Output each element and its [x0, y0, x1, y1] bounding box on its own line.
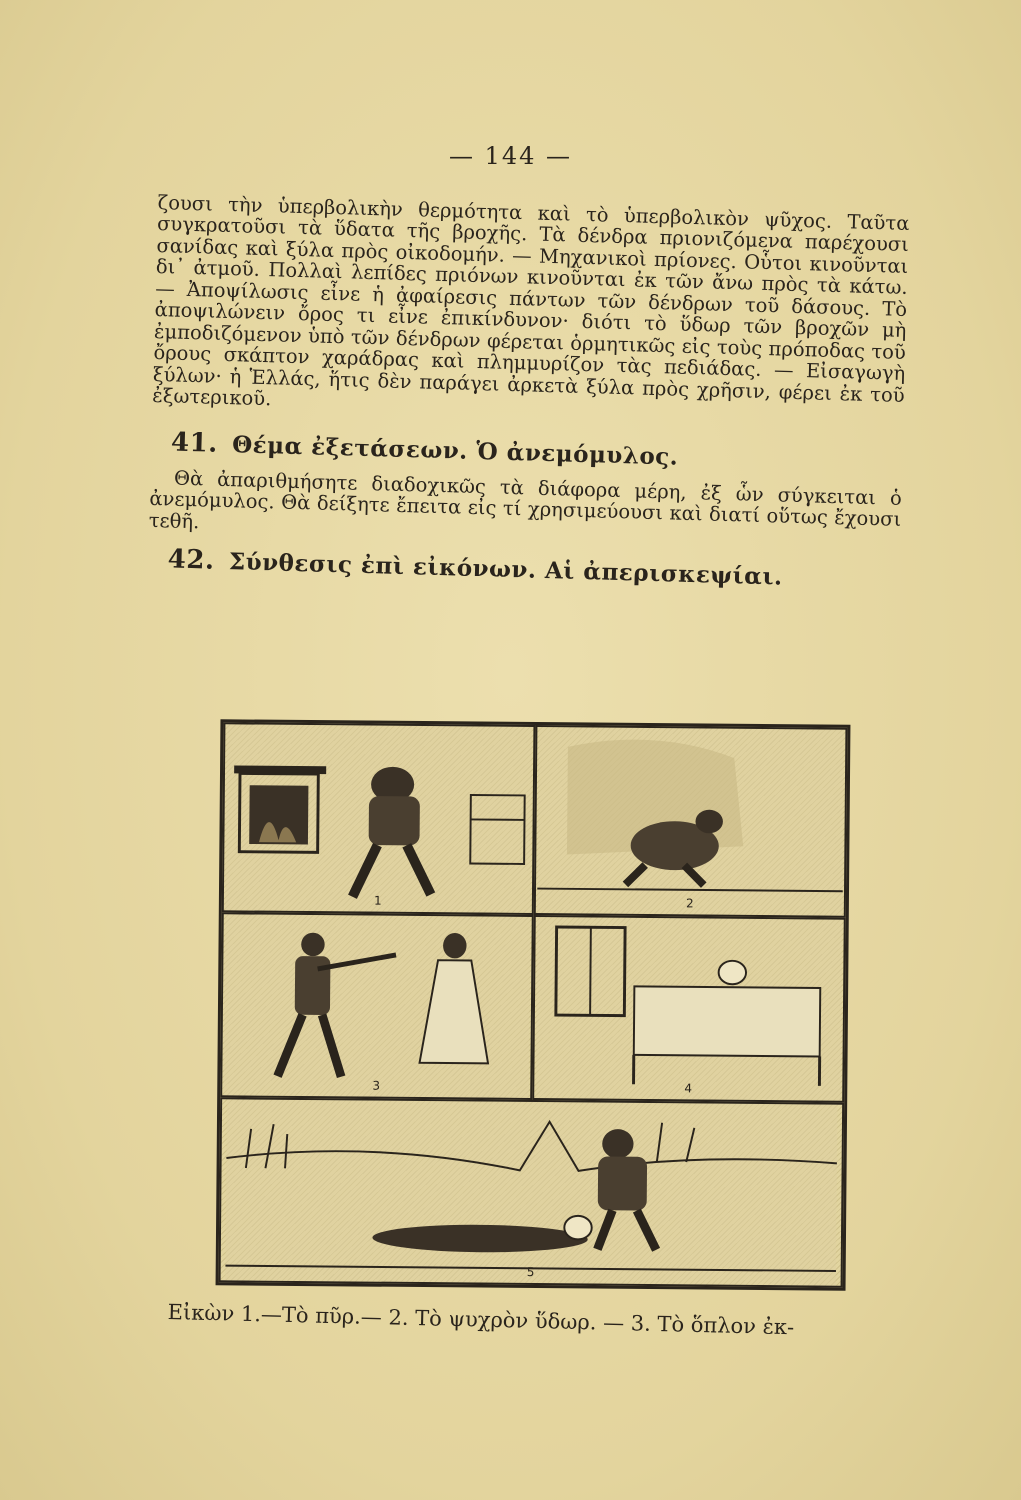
illustration-panel-1 — [222, 722, 536, 915]
section-42-title: Σύνθεσις ἐπὶ εἰκόνων. Αἱ ἀπερισκεψίαι. — [228, 548, 783, 591]
text-block — [147, 192, 910, 605]
illustration-panel-3 — [220, 912, 534, 1100]
panel-3-label: 3 — [372, 1078, 381, 1093]
panel-4-label: 4 — [684, 1081, 693, 1096]
body-paragraph: ζουσι τὴν ὑπερβολικὴν θερμότητα καὶ τὸ ὑπερβολικὸν ψῦχος. Ταῦτα συγκρατοῦσι τὰ ὕδατα τῆς βροχῆς. Τὰ δένδρα πριονιζόμενα παρέχουσι σανίδας καὶ ξύλα πρὸς οἰκοδομήν. — Μηχανικοὶ πρίονες. Οὗτοι κινοῦνται δι᾽ ἀτμοῦ. Πολλαὶ λεπίδες πριόνων κινοῦνται ἐκ τῶν ἄνω πρὸς τὰ κάτω. — Ἀποψίλωσις εἶνε ἡ ἀφαίρεσις πάντων τῶν δένδρων τοῦ δάσους. Τὸ ἀποψιλώνειν ὄρος τι εἶνε ἐπικίνδυνον· διότι τὸ ὕδωρ τῶν βροχῶν μὴ ἐμποδιζόμενον ὑπὸ τῶν δένδρων φέρεται ὁρμητικῶς εἰς τοὺς πρόποδας τοῦ ὄρους σκάπτον χαράδρας καὶ πλημμυρίζον τὰς πεδιάδας. — Εἰσαγωγὴ ξύλων· ἡ Ἑλλάς, ἥτις δὲν παράγει ἀρκετὰ ξύλα πρὸς χρῆσιν, φέρει ἐκ τοῦ ἐξωτερικοῦ. — [151, 191, 910, 411]
illustration-panel-5 — [219, 1097, 845, 1287]
section-42-number: 42. — [167, 544, 215, 576]
panel-1-label: 1 — [374, 893, 382, 908]
gun-scene-drawing — [222, 914, 532, 1098]
panel-5-label: 5 — [526, 1264, 535, 1280]
page-number: — 144 — — [448, 142, 573, 170]
section-42-heading — [167, 546, 900, 595]
bed-scene-drawing — [534, 917, 844, 1101]
fire-scene-drawing — [224, 724, 534, 913]
illustration-panel-2 — [534, 725, 848, 918]
panel-2-label: 2 — [686, 896, 694, 911]
rescue-scene-drawing — [221, 1099, 843, 1285]
illustration-panel-4 — [532, 915, 846, 1103]
illustration-plate — [216, 719, 851, 1290]
section-41-title: Θέμα ἐξετάσεων. Ὁ ἀνεμόμυλος. — [231, 431, 679, 472]
section-41-text: Θὰ ἀπαριθμήσητε διαδοχικῶς τὰ διάφορα μέρη, ἐξ ὧν σύγκειται ὁ ἀνεμόμυλος. Θὰ δείξητε ἔπειτα εἰς τί χρησιμεύουσι καὶ διατί οὕτως ἔχουσι τεθῆ. — [148, 466, 903, 534]
cold-water-scene-drawing — [536, 727, 846, 916]
section-41-number: 41. — [170, 427, 219, 460]
figure-caption: Εἰκὼν 1.—Τὸ πῦρ.— 2. Τὸ ψυχρὸν ὕδωρ. — 3. Τὸ ὅπλον ἐκ- — [167, 1300, 795, 1340]
